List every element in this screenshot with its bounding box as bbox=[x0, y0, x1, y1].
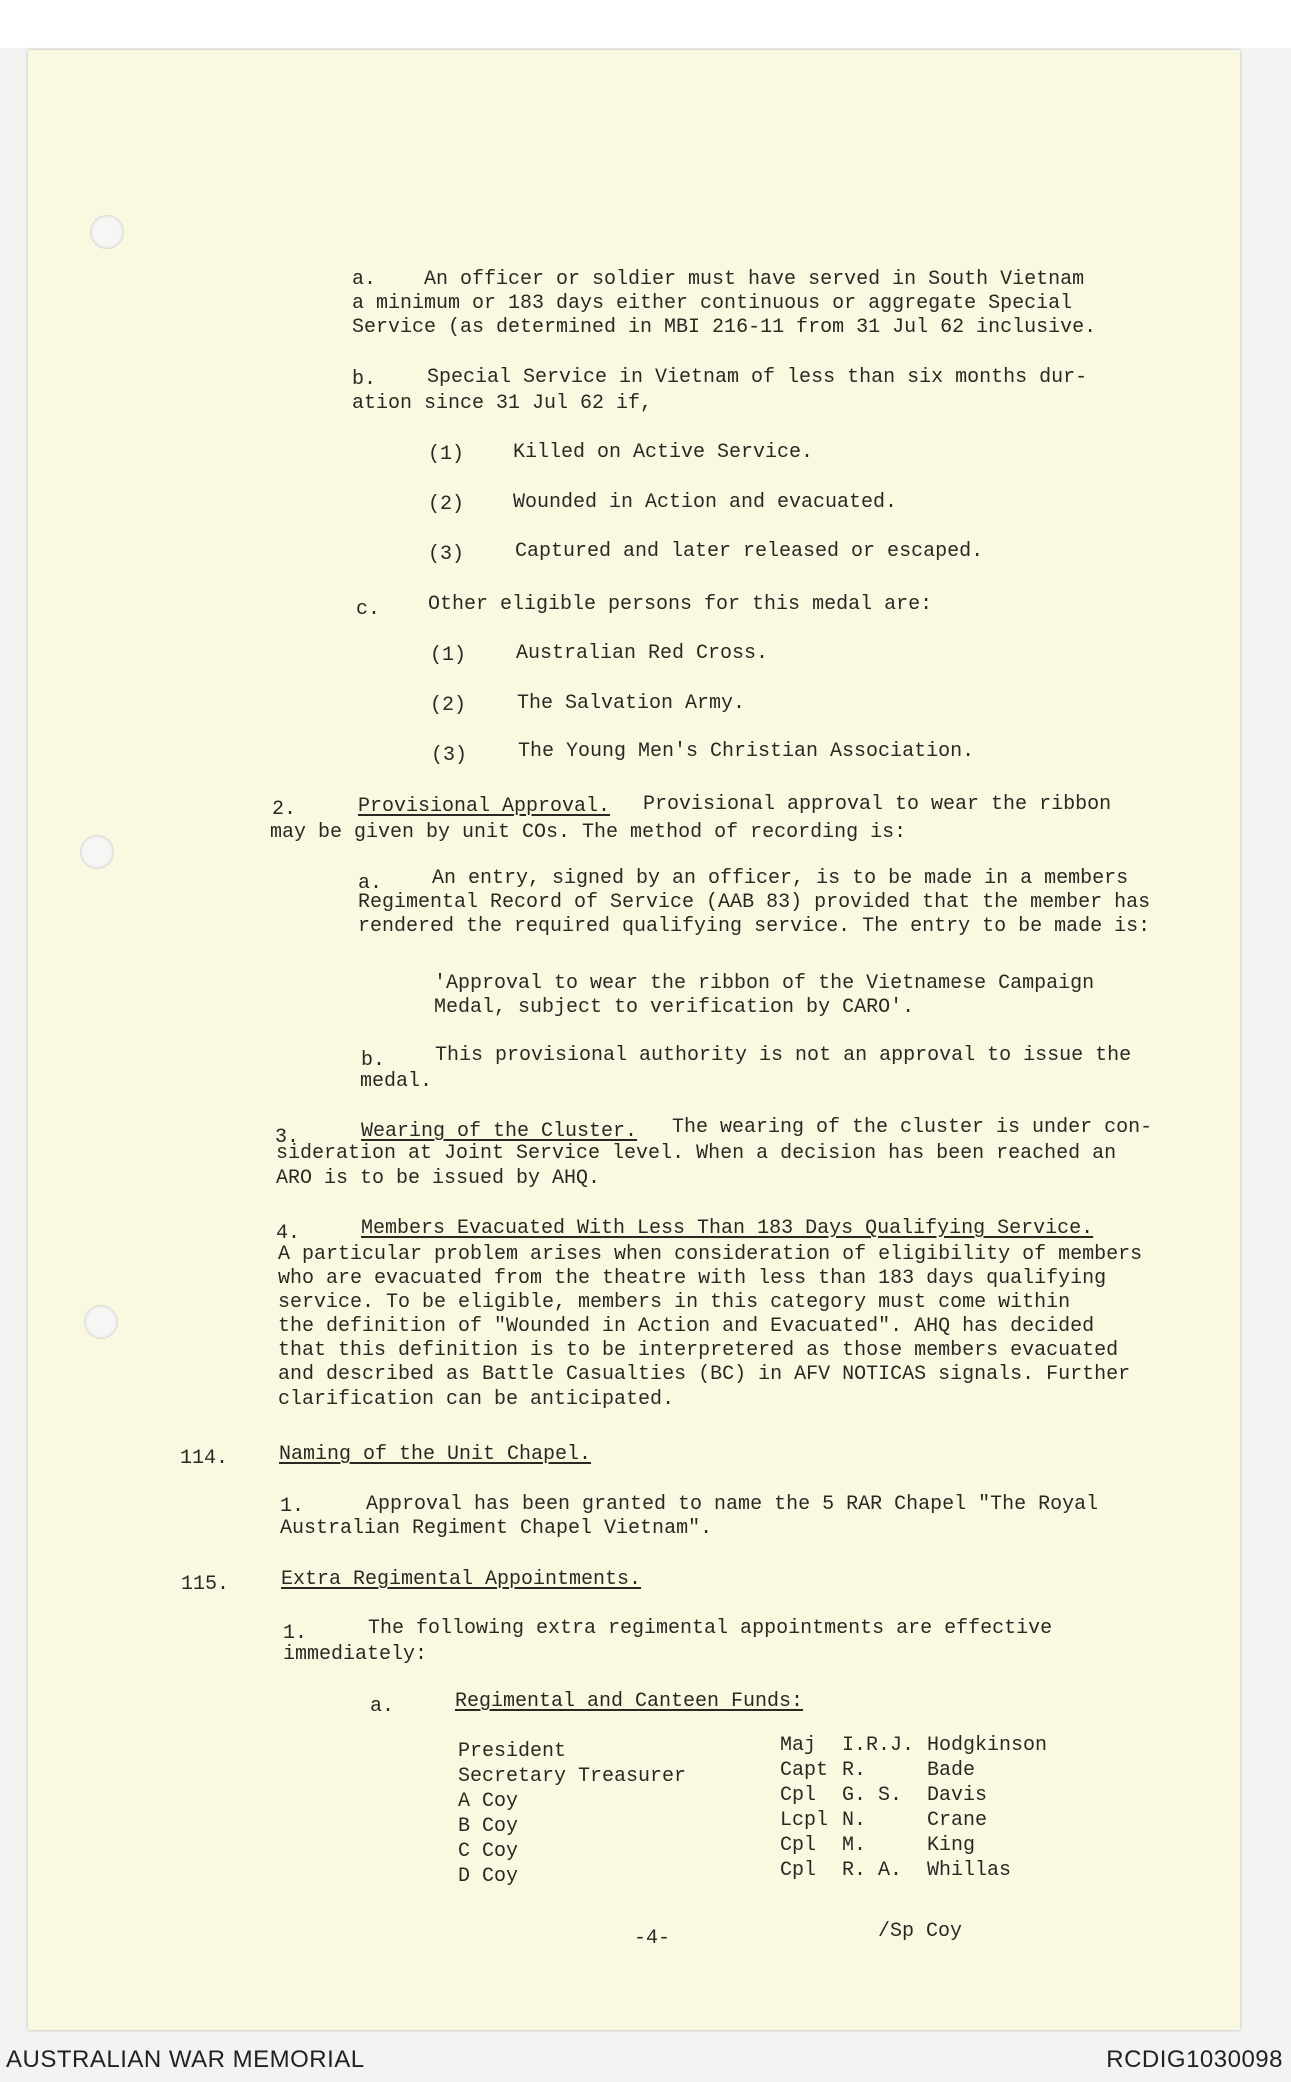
para1-b-label: b. bbox=[352, 368, 377, 391]
para4-line: who are evacuated from the theatre with less than 183 days qualifying bbox=[278, 1267, 1107, 1290]
para1-a-label: a. bbox=[352, 268, 377, 291]
quoted-entry-line: 'Approval to wear the ribbon of the Vietnamese Campaign bbox=[434, 972, 1095, 995]
para3-line: The wearing of the cluster is under con- bbox=[672, 1116, 1153, 1139]
list-item-number: (3) bbox=[428, 543, 465, 566]
para3-line: sideration at Joint Service level. When a decision has been reached an bbox=[276, 1142, 1117, 1165]
appointment-initials: R. A. bbox=[842, 1859, 903, 1882]
para4-line: A particular problem arises when consideration of eligibility of members bbox=[278, 1243, 1143, 1266]
para2-b-label: b. bbox=[361, 1049, 386, 1072]
section-115-line: The following extra regimental appointments are effective bbox=[368, 1617, 1053, 1640]
list-item-text: The Salvation Army. bbox=[517, 692, 746, 715]
para4-line: that this definition is to be interpretered as those members evacuated bbox=[278, 1339, 1119, 1362]
section-114-number: 114. bbox=[180, 1447, 229, 1470]
para4-number: 4. bbox=[276, 1222, 301, 1245]
para2-a-line: rendered the required qualifying service. The entry to be made is: bbox=[358, 915, 1151, 938]
appointment-role: Secretary Treasurer bbox=[458, 1765, 687, 1788]
appointments-roles bbox=[458, 1739, 686, 1889]
para2-a-line: Regimental Record of Service (AAB 83) provided that the member has bbox=[358, 891, 1151, 914]
appointment-name: King bbox=[927, 1834, 976, 1857]
list-item-number: (2) bbox=[428, 493, 465, 516]
list-item-number: (1) bbox=[428, 443, 465, 466]
appointment-initials: G. S. bbox=[842, 1784, 903, 1807]
section-114-para-number: 1. bbox=[280, 1495, 305, 1518]
punch-hole bbox=[80, 835, 114, 869]
section-115-sub-label: a. bbox=[370, 1695, 395, 1718]
punch-hole bbox=[90, 215, 124, 249]
section-114-line: Approval has been granted to name the 5 RAR Chapel "The Royal bbox=[366, 1493, 1099, 1516]
list-item-number: (2) bbox=[430, 694, 467, 717]
appointment-name: Crane bbox=[927, 1809, 988, 1832]
appointment-name: Whillas bbox=[927, 1859, 1012, 1882]
appointment-rank: Lcpl bbox=[780, 1809, 829, 1832]
appointments-ranks bbox=[780, 1733, 828, 1883]
para4-line: clarification can be anticipated. bbox=[278, 1388, 675, 1411]
para1-b-line: Special Service in Vietnam of less than six months dur- bbox=[427, 366, 1088, 389]
para1-c-text: Other eligible persons for this medal are: bbox=[428, 593, 933, 616]
para2-a-line: An entry, signed by an officer, is to be made in a members bbox=[432, 867, 1129, 890]
appointment-role: A Coy bbox=[458, 1790, 519, 1813]
page-number: -4- bbox=[634, 1927, 671, 1950]
section-115-sub-heading: Regimental and Canteen Funds: bbox=[455, 1690, 804, 1713]
section-115-line: immediately: bbox=[283, 1643, 428, 1666]
list-item-number: (1) bbox=[430, 644, 467, 667]
appointment-rank: Cpl bbox=[780, 1859, 817, 1882]
para2-b-line: medal. bbox=[360, 1070, 433, 1093]
para4-line: service. To be eligible, members in this category must come within bbox=[278, 1291, 1071, 1314]
footer-record-id: RCDIG1030098 bbox=[1106, 2046, 1283, 2073]
appointment-initials: I.R.J. bbox=[842, 1734, 915, 1757]
para1-c-label: c. bbox=[356, 598, 381, 621]
para1-a-line: An officer or soldier must have served in South Vietnam bbox=[424, 268, 1085, 291]
para1-b-line: ation since 31 Jul 62 if, bbox=[352, 392, 653, 415]
para3-number: 3. bbox=[275, 1126, 300, 1149]
section-115-para-number: 1. bbox=[283, 1622, 308, 1645]
appointments-initials bbox=[842, 1733, 914, 1883]
para4-line: and described as Battle Casualties (BC) in AFV NOTICAS signals. Further bbox=[278, 1363, 1131, 1386]
section-115-number: 115. bbox=[181, 1573, 230, 1596]
appointment-role: D Coy bbox=[458, 1865, 519, 1888]
appointment-initials: R. bbox=[842, 1759, 867, 1782]
para3-line: ARO is to be issued by AHQ. bbox=[276, 1167, 601, 1190]
appointment-initials: N. bbox=[842, 1809, 867, 1832]
appointment-name: Hodgkinson bbox=[927, 1734, 1048, 1757]
appointment-rank: Capt bbox=[780, 1759, 829, 1782]
footer-archive-name: AUSTRALIAN WAR MEMORIAL bbox=[6, 2046, 365, 2073]
list-item-text: Killed on Active Service. bbox=[513, 441, 814, 464]
para2-line: Provisional approval to wear the ribbon bbox=[643, 793, 1112, 816]
list-item-number: (3) bbox=[431, 744, 468, 767]
section-115-heading: Extra Regimental Appointments. bbox=[281, 1568, 642, 1591]
para2-number: 2. bbox=[272, 798, 297, 821]
appointment-role: B Coy bbox=[458, 1815, 519, 1838]
scan-top-margin bbox=[0, 0, 1291, 48]
para2-line: may be given by unit COs. The method of recording is: bbox=[270, 821, 907, 844]
appointment-rank: Maj bbox=[780, 1734, 817, 1757]
para1-a-line: a minimum or 183 days either continuous or aggregate Special bbox=[352, 292, 1073, 315]
punch-hole bbox=[84, 1305, 118, 1339]
para1-a-line: Service (as determined in MBI 216-11 from 31 Jul 62 inclusive. bbox=[352, 316, 1097, 339]
appointment-name: Bade bbox=[927, 1759, 976, 1782]
list-item-text: The Young Men's Christian Association. bbox=[518, 740, 975, 763]
para3-heading: Wearing of the Cluster. bbox=[361, 1120, 638, 1143]
appointment-initials: M. bbox=[842, 1834, 867, 1857]
para2-heading: Provisional Approval. bbox=[358, 795, 611, 818]
section-114-heading: Naming of the Unit Chapel. bbox=[279, 1443, 592, 1466]
section-114-line: Australian Regiment Chapel Vietnam". bbox=[280, 1517, 713, 1540]
appointment-rank: Cpl bbox=[780, 1784, 817, 1807]
quoted-entry-line: Medal, subject to verification by CARO'. bbox=[434, 996, 915, 1019]
appointment-name: Davis bbox=[927, 1784, 988, 1807]
appointment-rank: Cpl bbox=[780, 1834, 817, 1857]
para2-b-line: This provisional authority is not an approval to issue the bbox=[435, 1044, 1132, 1067]
para4-line: the definition of "Wounded in Action and Evacuated". AHQ has decided bbox=[278, 1315, 1095, 1338]
continuation-catchword: /Sp Coy bbox=[878, 1920, 963, 1943]
para2-a-label: a. bbox=[358, 872, 383, 895]
document-page bbox=[28, 50, 1240, 2030]
list-item-text: Captured and later released or escaped. bbox=[515, 540, 984, 563]
appointment-role: President bbox=[458, 1740, 567, 1763]
para4-heading: Members Evacuated With Less Than 183 Days Qualifying Service. bbox=[361, 1217, 1094, 1240]
list-item-text: Australian Red Cross. bbox=[516, 642, 769, 665]
appointment-role: C Coy bbox=[458, 1840, 519, 1863]
list-item-text: Wounded in Action and evacuated. bbox=[513, 491, 898, 514]
appointments-names bbox=[927, 1733, 1047, 1883]
